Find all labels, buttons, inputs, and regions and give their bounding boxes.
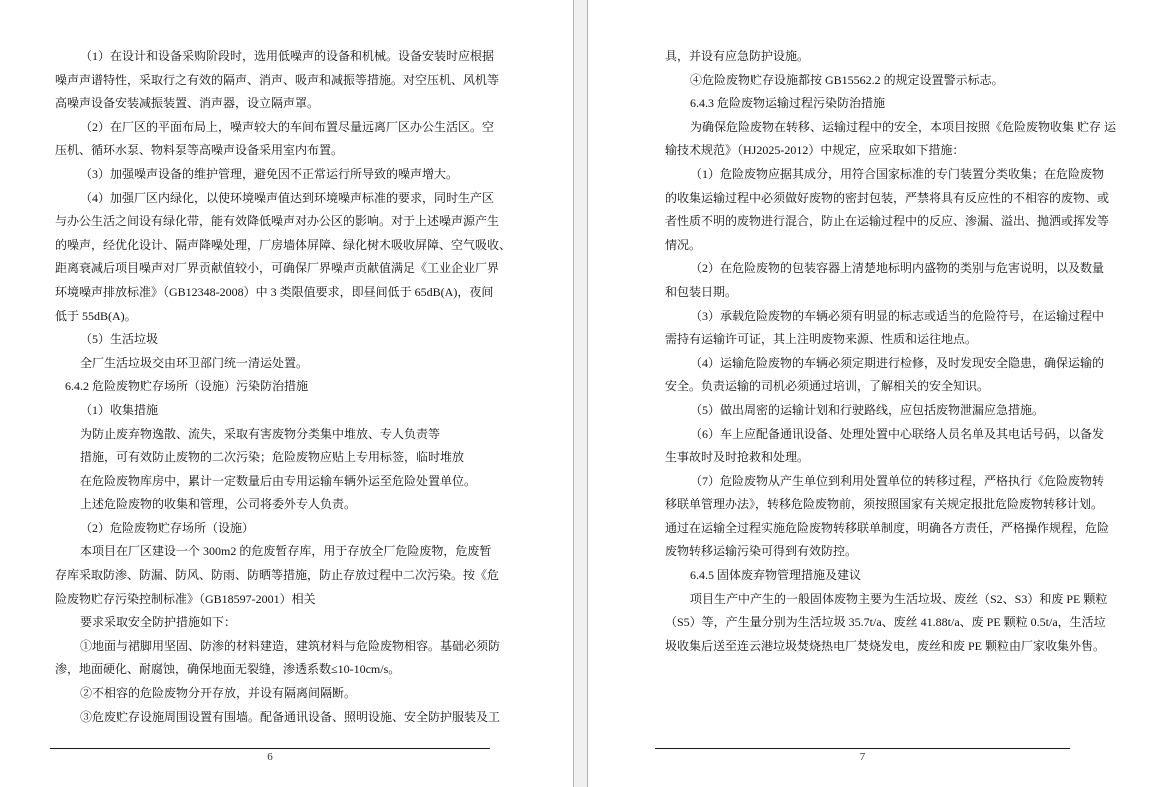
page-gap — [573, 0, 588, 787]
text-line: 情况。 — [665, 237, 702, 252]
page-7-text-column — [665, 45, 1117, 658]
text-line: 在危险废物库房中，累计一定数量后由专用运输车辆外运至危险处置单位。 — [80, 473, 477, 488]
text-line: 距离衰减后项目噪声对厂界贡献值较小，可确保厂界噪声贡献值满足《工业企业厂界 — [55, 261, 500, 276]
text-line: 安全。负责运输的司机必须通过培训，了解相关的安全知识。 — [665, 379, 990, 394]
text-line: 6.4.3 危险废物运输过程污染防治措施 — [690, 96, 886, 111]
text-line: 需持有运输许可证，其上注明废物来源、性质和运往地点。 — [665, 332, 978, 347]
text-line: 措施，可有效防止废物的二次污染；危险废物应贴上专用标签，临时堆放 — [80, 450, 465, 465]
text-line: （1）在设计和设备采购阶段时，选用低噪声的设备和机械。设备安装时应根据 — [80, 49, 495, 63]
text-line: 险废物贮存污染控制标准》（GB18597-2001）相关 — [55, 591, 316, 606]
text-line: 项目生产中产生的一般固体废物主要为生活垃圾、废丝（S2、S3）和废 PE 颗粒 — [690, 591, 1108, 606]
text-line: 全厂生活垃圾交由环卫部门统一清运处置。 — [80, 355, 309, 370]
text-line: 上述危险废物的收集和管理，公司将委外专人负责。 — [80, 497, 357, 512]
text-line: （4）加强厂区内绿化，以使环境噪声值达到环境噪声标准的要求，同时生产区 — [80, 190, 495, 205]
text-line: 生事故时及时抢救和处理。 — [665, 450, 810, 465]
text-line: （2）危险废物贮存场所（设施） — [80, 520, 255, 535]
page-7-number: 7 — [859, 751, 866, 763]
text-line: 输技术规范》（HJ2025-2012）中规定，应采取如下措施： — [665, 143, 965, 158]
text-line: 压机、循环水泵、物料泵等高噪声设备采用室内布置。 — [55, 143, 344, 158]
text-line: （1）危险废物应据其成分，用符合国家标准的专门装置分类收集；在危险废物 — [690, 166, 1105, 181]
text-line: 存库采取防渗、防漏、防风、防雨、防晒等措施，防止存放过程中二次污染。按《危 — [55, 568, 500, 583]
text-line: 移联单管理办法》，转移危险废物前，须按照国家有关规定报批危险废物转移计划。 — [665, 497, 1104, 512]
text-line: ③危废贮存设施周围设置有围墙。配备通讯设备、照明设施、安全防护服装及工 — [80, 709, 501, 724]
text-line: （2）在危险废物的包装容器上清楚地标明内盛物的类别与危害说明，以及数量 — [690, 261, 1105, 276]
text-line: 环境噪声排放标准》（GB12348-2008）中 3 类限值要求，即昼间低于 65dB(A)，夜间 — [55, 284, 494, 299]
text-line: 噪声声谱特性，采取行之有效的隔声、消声、吸声和减振等措施。对空压机、风机等 — [55, 72, 500, 87]
text-line: 渗，地面硬化、耐腐蚀，确保地面无裂缝，渗透系数≤10-10cm/s。 — [55, 662, 401, 677]
text-line: 6.4.2 危险废物贮存场所（设施）污染防治措施 — [65, 379, 309, 394]
text-line: 的噪声，经优化设计、隔声降噪处理，厂房墙体屏障、绿化树木吸收屏障、空气吸收、 — [55, 237, 512, 252]
text-line: （3）加强噪声设备的维护管理，避免因不正常运行所导致的噪声增大。 — [80, 166, 459, 181]
text-line: 高噪声设备安装减振装置、消声器，设立隔声罩。 — [55, 96, 320, 111]
text-line: 为防止废弃物逸散、流失，采取有害废物分类集中堆放、专人负责等 — [80, 426, 441, 441]
page-6 — [0, 0, 573, 787]
text-line: 圾收集后送至连云港垃圾焚烧热电厂焚烧发电，废丝和废 PE 颗粒由厂家收集外售。 — [665, 638, 1106, 653]
text-line: 的收集运输过程中必须做好废物的密封包装，严禁将具有反应性的不相容的废物、或 — [665, 190, 1110, 205]
page-6-footer-rule — [50, 748, 490, 749]
text-line: （5）做出周密的运输计划和行驶路线，应包括废物泄漏应急措施。 — [690, 402, 1045, 417]
text-line: 本项目在厂区建设一个 300m2 的危废暂存库，用于存放全厂危险废物，危废暂 — [80, 544, 492, 559]
text-line: （4）运输危险废物的车辆必须定期进行检修，及时发现安全隐患，确保运输的 — [690, 355, 1105, 370]
text-line: 废物转移运输污染可得到有效防控。 — [665, 544, 858, 559]
text-line: 与办公生活之间设有绿化带，能有效降低噪声对办公区的影响。对于上述噪声源产生 — [55, 214, 500, 229]
page-7-footer-rule — [655, 748, 1070, 749]
text-line: ④危险废物贮存设施都按 GB15562.2 的规定设置警示标志。 — [690, 72, 1004, 87]
text-line: （7）危险废物从产生单位到利用处置单位的转移过程，严格执行《危险废物转 — [690, 473, 1105, 488]
text-line: ①地面与裙脚用坚固、防渗的材料建造，建筑材料与危险废物相容。基础必须防 — [80, 638, 501, 653]
page-6-number: 6 — [267, 751, 273, 763]
text-line: （1）收集措施 — [80, 402, 159, 417]
text-line: （6）车上应配备通讯设备、处理处置中心联络人员名单及其电话号码，以备发 — [690, 426, 1105, 441]
text-line: ②不相容的危险废物分开存放，并设有隔离间隔断。 — [80, 686, 357, 701]
page-7 — [588, 0, 1168, 787]
text-line: 为确保危险废物在转移、运输过程中的安全，本项目按照《危险废物收集 贮存 运 — [690, 119, 1117, 134]
text-line: （2）在厂区的平面布局上，噪声较大的车间布置尽量远离厂区办公生活区。空 — [80, 119, 495, 134]
text-line: 和包装日期。 — [665, 284, 738, 299]
text-line: 低于 55dB(A)。 — [55, 308, 137, 323]
page-6-text-column — [55, 45, 512, 729]
text-line: 6.4.5 固体废弃物管理措施及建议 — [690, 568, 862, 583]
text-line: （5）生活垃圾 — [80, 332, 159, 347]
text-line: 通过在运输全过程实施危险废物转移联单制度，明确各方责任，严格操作规程，危险 — [665, 520, 1110, 535]
text-line: 要求采取安全防护措施如下： — [80, 615, 237, 630]
text-line: （3）承载危险废物的车辆必须有明显的标志或适当的危险符号，在运输过程中 — [690, 308, 1105, 323]
text-line: 具，并设有应急防护设施。 — [665, 49, 810, 63]
text-line: （S5）等，产生量分别为生活垃圾 35.7t/a、废丝 41.88t/a、废 PE 颗粒 0.5t/a，生活垃 — [665, 615, 1106, 630]
text-line: 者性质不明的废物进行混合，防止在运输过程中的反应、渗漏、溢出、抛洒或挥发等 — [665, 214, 1110, 229]
